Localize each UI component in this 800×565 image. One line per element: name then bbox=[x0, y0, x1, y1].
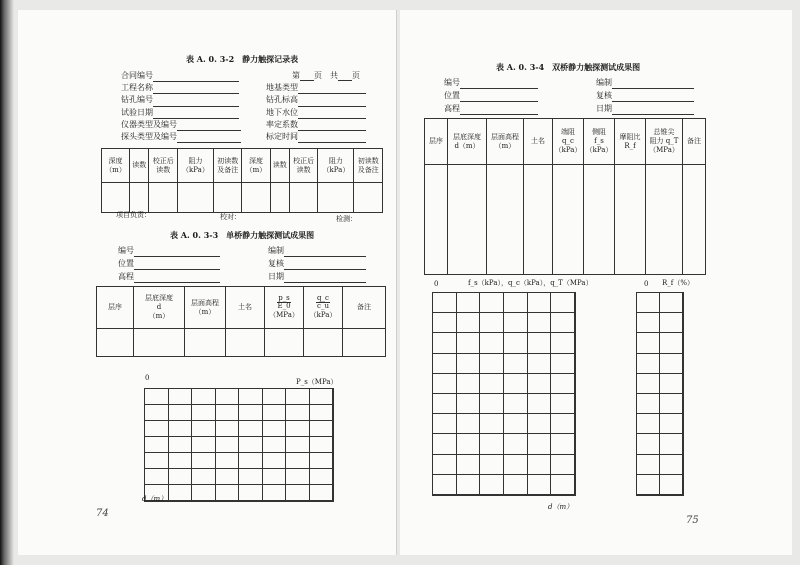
table-cell[interactable] bbox=[130, 183, 149, 213]
plot2-origin-label: 0 bbox=[644, 280, 649, 288]
table-cell[interactable] bbox=[448, 165, 487, 275]
left-page bbox=[18, 10, 397, 555]
blank-line[interactable] bbox=[460, 93, 538, 102]
table-cell[interactable] bbox=[584, 165, 615, 275]
field-label: 编号 bbox=[118, 246, 134, 255]
field-label: 钻孔标高 bbox=[266, 95, 298, 105]
blank-line[interactable] bbox=[460, 80, 538, 89]
table-cell[interactable] bbox=[615, 165, 646, 275]
field-label: 合同编号 bbox=[121, 71, 153, 80]
blank-line[interactable] bbox=[153, 73, 239, 82]
right-page bbox=[400, 10, 792, 555]
table-cell[interactable] bbox=[213, 183, 242, 213]
plot2-x-label: R_f（%） bbox=[662, 279, 695, 287]
table-a032-title: 表 A. 0. 3-2 静力触探记录表 bbox=[186, 54, 299, 64]
blank-line[interactable] bbox=[298, 110, 366, 119]
table-cell[interactable] bbox=[265, 329, 304, 357]
table-cell[interactable] bbox=[318, 183, 354, 213]
table-cell[interactable] bbox=[524, 165, 553, 275]
col-header: 层序 bbox=[97, 287, 134, 329]
blank-line[interactable] bbox=[134, 274, 220, 283]
table-cell[interactable] bbox=[646, 165, 683, 275]
col-header: 层面高程 （m） bbox=[185, 287, 226, 329]
field-label: 编制 bbox=[596, 78, 612, 87]
col-header: 土名 bbox=[524, 119, 553, 165]
col-header: 层序 bbox=[425, 119, 448, 165]
table-a034-title: 表 A. 0. 3-4 双桥静力触探测试成果图 bbox=[496, 62, 641, 72]
blank-line[interactable] bbox=[298, 85, 366, 94]
blank-line[interactable] bbox=[153, 85, 239, 94]
field-label: 工程名称 bbox=[121, 83, 153, 93]
blank-line[interactable] bbox=[612, 80, 694, 89]
table-cell[interactable] bbox=[134, 329, 185, 357]
blank-line[interactable] bbox=[612, 93, 694, 102]
table-cell[interactable] bbox=[185, 329, 226, 357]
field-label: 地基类型 bbox=[266, 83, 298, 93]
col-header: 侧阻 f_s （kPa） bbox=[584, 119, 615, 165]
col-header: 层底深度 d（m） bbox=[448, 119, 487, 165]
blank-line[interactable] bbox=[338, 72, 352, 81]
page-number: 75 bbox=[686, 515, 699, 526]
table-cell[interactable] bbox=[354, 183, 383, 213]
field-label: 探头类型及编号 bbox=[121, 132, 177, 142]
blank-line[interactable] bbox=[298, 98, 366, 107]
col-header: 摩阻比 R_f bbox=[615, 119, 646, 165]
field-label: 地下水位 bbox=[266, 107, 298, 117]
unit-label: （MPa） bbox=[269, 311, 299, 319]
a033-fields-right bbox=[268, 244, 366, 283]
blank-line[interactable] bbox=[284, 248, 366, 257]
col-header: 校正后 读数 bbox=[289, 149, 318, 183]
field-label: 高程 bbox=[444, 104, 460, 113]
a032-fields-left bbox=[121, 70, 241, 143]
blank-line[interactable] bbox=[177, 134, 241, 143]
plot1-origin-label: 0 bbox=[434, 280, 439, 288]
frac-denominator: E_0 bbox=[277, 302, 291, 311]
page-end-label: 页 bbox=[352, 71, 360, 80]
col-header-qc bbox=[304, 287, 343, 329]
a032-footer-leader: 项目负责： bbox=[116, 211, 151, 219]
table-cell[interactable] bbox=[683, 165, 706, 275]
plot1-y-label: d（m） bbox=[548, 503, 574, 511]
page-no-label: 第 bbox=[292, 71, 300, 80]
col-header: 总锥尖 阻力 q_T （MPa） bbox=[646, 119, 683, 165]
field-label: 复核 bbox=[268, 259, 284, 268]
plot2-grid bbox=[636, 292, 684, 496]
col-header: 初读数 及备注 bbox=[354, 149, 383, 183]
a033-result-table bbox=[96, 286, 386, 357]
page-mid-label: 页 共 bbox=[314, 71, 338, 80]
blank-line[interactable] bbox=[300, 72, 314, 81]
table-cell[interactable] bbox=[425, 165, 448, 275]
plot1-x-label: f_s（kPa），q_c（kPa），q_T（MPa） bbox=[468, 279, 593, 287]
scan-edge-shadow bbox=[0, 0, 14, 565]
col-header: 初读数 及备注 bbox=[213, 149, 242, 183]
blank-line[interactable] bbox=[298, 122, 366, 131]
frac-numerator: q_c bbox=[317, 294, 329, 303]
col-header: 校正后 读数 bbox=[149, 149, 178, 183]
table-cell[interactable] bbox=[242, 183, 270, 213]
a034-fields-left bbox=[444, 76, 538, 115]
a032-fields-right bbox=[266, 82, 366, 143]
table-cell[interactable] bbox=[270, 183, 289, 213]
table-cell[interactable] bbox=[553, 165, 584, 275]
blank-line[interactable] bbox=[177, 122, 241, 131]
frac-numerator: p_s bbox=[278, 294, 290, 303]
col-header: 备注 bbox=[343, 287, 386, 329]
col-header: 阻力 （kPa） bbox=[318, 149, 354, 183]
field-label: 率定系数 bbox=[266, 119, 298, 129]
blank-line[interactable] bbox=[153, 110, 239, 119]
field-label: 试验日期 bbox=[121, 107, 153, 117]
col-header: 层底深度 d （m） bbox=[134, 287, 185, 329]
table-cell[interactable] bbox=[289, 183, 318, 213]
plot-x-label: P_s（MPa） bbox=[296, 378, 338, 386]
plot-origin-label: 0 bbox=[145, 374, 150, 382]
blank-line[interactable] bbox=[460, 106, 538, 115]
a033-fields-left bbox=[118, 244, 220, 283]
a032-footer-check: 校对： bbox=[220, 213, 241, 221]
field-label: 高程 bbox=[118, 272, 134, 281]
table-cell[interactable] bbox=[304, 329, 343, 357]
table-cell[interactable] bbox=[149, 183, 178, 213]
blank-line[interactable] bbox=[612, 106, 694, 115]
ps-plot-grid bbox=[144, 388, 334, 502]
blank-line[interactable] bbox=[134, 248, 220, 257]
blank-line[interactable] bbox=[153, 98, 239, 107]
table-cell[interactable] bbox=[102, 183, 130, 213]
col-header: 端阻 q_c （kPa） bbox=[553, 119, 584, 165]
table-cell[interactable] bbox=[177, 183, 213, 213]
col-header: 阻力 （kPa） bbox=[177, 149, 213, 183]
frac-denominator: c_u bbox=[317, 302, 329, 311]
plot-y-label: d（m） bbox=[142, 495, 168, 503]
blank-line[interactable] bbox=[298, 134, 366, 143]
a032-footer-inspect: 检测： bbox=[336, 215, 357, 223]
table-cell[interactable] bbox=[343, 329, 386, 357]
page-number: 74 bbox=[96, 508, 109, 519]
plot1-grid bbox=[432, 292, 576, 496]
col-header-ps bbox=[265, 287, 304, 329]
col-header: 层面高程 （m） bbox=[487, 119, 524, 165]
field-label: 编制 bbox=[268, 246, 284, 255]
col-header: 深度 （m） bbox=[102, 149, 130, 183]
a032-record-table bbox=[101, 148, 383, 213]
a032-page-count bbox=[292, 70, 360, 81]
field-label: 标定时间 bbox=[266, 132, 298, 141]
field-label: 日期 bbox=[596, 104, 612, 113]
a034-result-table bbox=[424, 118, 706, 275]
blank-line[interactable] bbox=[284, 274, 366, 283]
col-header: 土名 bbox=[226, 287, 265, 329]
field-label: 位置 bbox=[444, 91, 460, 100]
table-cell[interactable] bbox=[97, 329, 134, 357]
field-label: 复核 bbox=[596, 91, 612, 100]
col-header: 读数 bbox=[270, 149, 289, 183]
table-cell[interactable] bbox=[487, 165, 524, 275]
col-header: 深度 （m） bbox=[242, 149, 270, 183]
field-label: 钻孔编号 bbox=[121, 95, 153, 105]
field-label: 位置 bbox=[118, 259, 134, 268]
field-label: 日期 bbox=[268, 272, 284, 281]
col-header: 读数 bbox=[130, 149, 149, 183]
blank-line[interactable] bbox=[284, 261, 366, 270]
col-header: 备注 bbox=[683, 119, 706, 165]
blank-line[interactable] bbox=[134, 261, 220, 270]
table-a033-title: 表 A. 0. 3-3 单桥静力触探测试成果图 bbox=[170, 230, 315, 240]
field-label: 编号 bbox=[444, 78, 460, 87]
field-label: 仪器类型及编号 bbox=[121, 119, 177, 129]
a034-fields-right bbox=[596, 76, 694, 115]
unit-label: （kPa） bbox=[309, 311, 337, 319]
table-cell[interactable] bbox=[226, 329, 265, 357]
